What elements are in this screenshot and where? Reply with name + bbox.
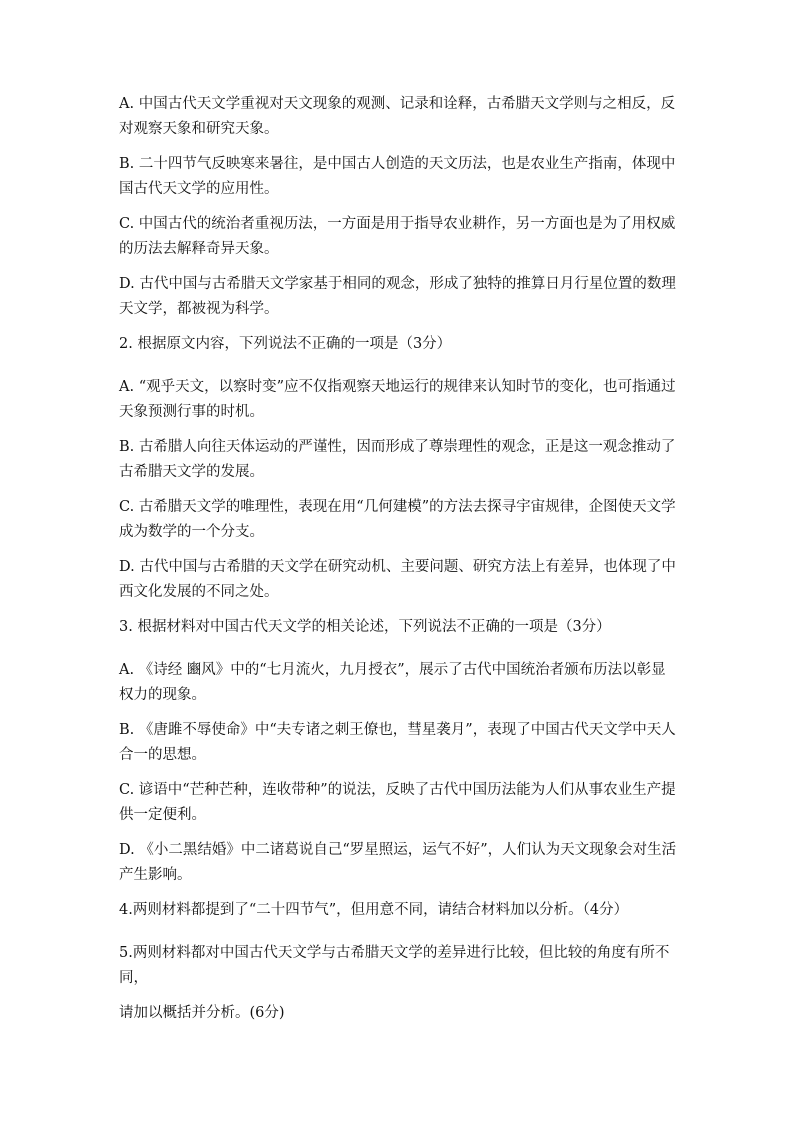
question-4: 4.两则材料都提到了“二十四节气”，但用意不同，请结合材料加以分析。（4分） (119, 902, 629, 918)
question-3-stem: 3. 根据材料对中国古代天文学的相关论述，下列说法不正确的一项是（3分） (119, 619, 611, 635)
option-a-paragraph: A. 中国古代天文学重视对天文现象的观测、记录和诠释，古希腊天文学则与之相反，反对观察天象和研究天象。 (119, 96, 676, 137)
q2-option-b: B. 古希腊人向往天体运动的严谨性，因而形成了尊崇理性的观念，正是这一观念推动了古希腊天文学的发展。 (119, 439, 676, 480)
q3-option-c: C. 谚语中“芒种芒种，连收带种”的说法，反映了古代中国历法能为人们从事农业生产提供一定便利。 (119, 782, 676, 823)
q2-option-c: C. 古希腊天文学的唯理性，表现在用“几何建模”的方法去探寻宇宙规律，企图使天文学成为数学的一个分支。 (119, 499, 676, 540)
q2-option-d: D. 古代中国与古希腊的天文学在研究动机、主要问题、研究方法上有差异，也体现了中西文化发展的不同之处。 (119, 559, 676, 600)
option-b-paragraph: B. 二十四节气反映寒来暑往，是中国古人创造的天文历法，也是农业生产指南，体现中国古代天文学的应用性。 (119, 156, 676, 197)
document-body (119, 92, 677, 1036)
q3-option-a: A. 《诗经 豳风》中的“七月流火，九月授衣”，展示了古代中国统治者颁布历法以彰显权力的现象。 (119, 662, 666, 703)
option-c-paragraph: C. 中国古代的统治者重视历法，一方面是用于指导农业耕作，另一方面也是为了用权威的历法去解释奇异天象。 (119, 216, 676, 257)
question-2-stem: 2. 根据原文内容，下列说法不正确的一项是（3分） (119, 336, 452, 352)
q3-option-d: D. 《小二黑结婚》中二诸葛说自己“罗星照运，运气不好”，人们认为天文现象会对生活产生影响。 (119, 842, 677, 883)
question-5: 5.两则材料都对中国古代天文学与古希腊天文学的差异进行比较，但比较的角度有所不同， (119, 945, 670, 986)
question-5-continuation: 请加以概括并分析。(6分) (119, 1005, 285, 1021)
option-d-paragraph: D. 古代中国与古希腊天文学家基于相同的观念，形成了独特的推算日月行星位置的数理天文学，都被视为科学。 (119, 276, 676, 317)
q2-option-a: A. “观乎天文，以察时变”应不仅指观察天地运行的规律来认知时节的变化，也可指通过天象预测行事的时机。 (119, 379, 676, 420)
q3-option-b: B. 《唐雎不辱使命》中“夫专诸之刺王僚也，彗星袭月”，表现了中国古代天文学中天人合一的思想。 (119, 722, 676, 763)
